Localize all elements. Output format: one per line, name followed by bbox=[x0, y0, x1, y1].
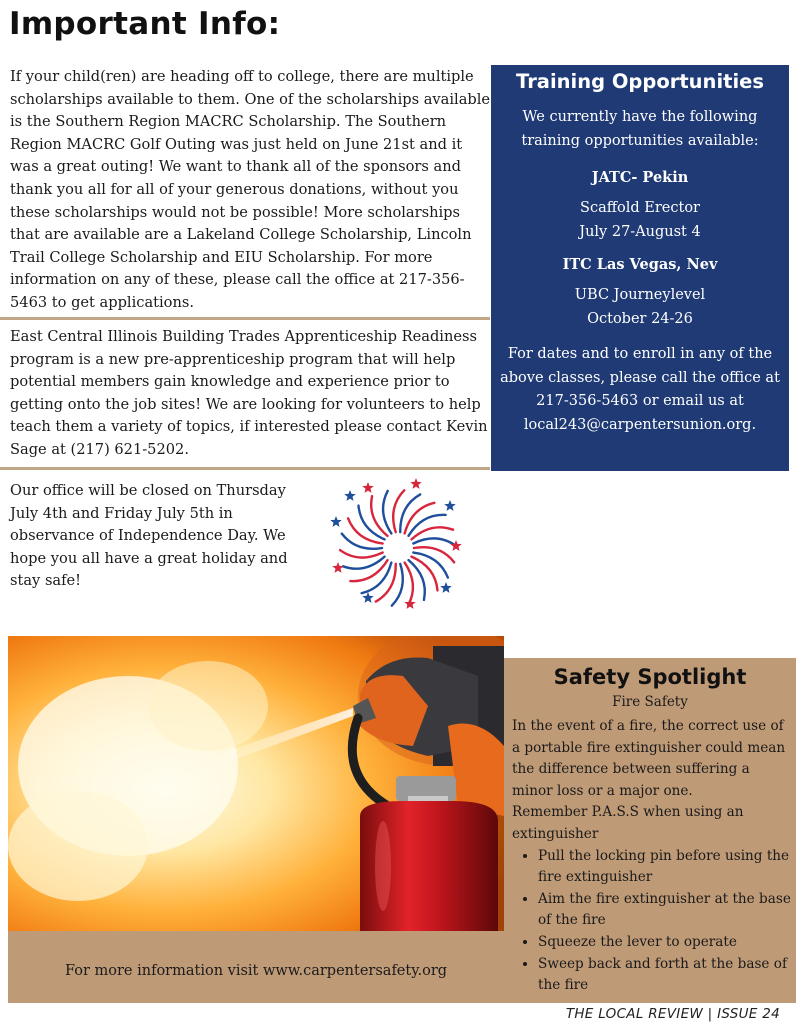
safety-body bbox=[512, 716, 794, 846]
pass-step: • Aim the fire extinguisher at the base of the fire bbox=[538, 889, 794, 932]
course-location-2: ITC Las Vegas, Nev bbox=[562, 256, 718, 273]
pass-step: • Sweep back and forth at the base of the fire bbox=[538, 954, 794, 997]
safety-intro: In the event of a fire, the correct use of a portable fire extinguisher could mean the difference between suffering a minor loss or a major one. bbox=[512, 718, 786, 799]
section-divider bbox=[0, 317, 490, 320]
pass-step: • Pull the locking pin before using the fire extinguisher bbox=[538, 846, 794, 889]
training-heading: Training Opportunities bbox=[516, 70, 764, 93]
fire-extinguisher-photo bbox=[8, 636, 504, 931]
apprenticeship-paragraph: East Central Illinois Building Trades Apprenticeship Readiness program is a new pre-apprenticeship program that will help potential members gain knowledge and experience prior to getting onto the job sites! We are looking for volunteers to help teach them a variety of topics, if interested please contact Kevin Sage at (217) 621-5202. bbox=[10, 328, 488, 458]
section-divider bbox=[0, 467, 490, 470]
course-location-1: JATC- Pekin bbox=[591, 169, 689, 186]
pass-step: • Squeeze the lever to operate bbox=[538, 932, 794, 954]
page-title: Important Info: bbox=[9, 6, 281, 42]
safety-heading: Safety Spotlight bbox=[553, 665, 747, 689]
holiday-paragraph: Our office will be closed on Thursday July 4th and Friday July 5th in observance of Independence Day. We hope you all have a great holiday and stay safe! bbox=[10, 482, 288, 590]
course-details-1 bbox=[491, 196, 789, 244]
course-name-2: UBC Journeylevel bbox=[574, 287, 706, 303]
safety-subheading: Fire Safety bbox=[612, 694, 688, 710]
course-dates-1: July 27-August 4 bbox=[579, 224, 701, 240]
more-info-panel bbox=[8, 931, 504, 1003]
fire-scene-illustration bbox=[8, 636, 504, 931]
course-name-1: Scaffold Erector bbox=[580, 200, 700, 216]
training-contact: For dates and to enroll in any of the above classes, please call the office at 217-356-5463 or email us at local243@carpentersunion.org. bbox=[500, 346, 780, 433]
pass-steps-list bbox=[512, 846, 794, 997]
training-opportunities-box bbox=[491, 65, 789, 471]
course-details-2 bbox=[491, 283, 789, 331]
scholarship-paragraph: If your child(ren) are heading off to college, there are multiple scholarships available to them. One of the scholarships available is the Southern Region MACRC Scholarship. The Southern Region MACRC Golf Outing was just held on June 21st and it was a great outing! We want to thank all of the sponsors and thank you all for all of your generous donations, without you these scholarships would not be possible! More scholarships that are available are a Lakeland College Scholarship, Lincoln Trail College Scholarship and EIU Scholarship. For more information on any of these, please call the office at 217-356-5463 to get applications. bbox=[10, 68, 491, 311]
more-info-text: For more information visit www.carpentersafety.org bbox=[64, 963, 448, 979]
course-dates-2: October 24-26 bbox=[587, 311, 693, 327]
footer-issue: THE LOCAL REVIEW | ISSUE 24 bbox=[565, 1006, 780, 1022]
safety-spotlight-panel bbox=[504, 658, 796, 1003]
firework-icon bbox=[328, 476, 468, 616]
training-intro: We currently have the following training opportunities available: bbox=[521, 109, 759, 149]
pass-reminder: Remember P.A.S.S when using an extinguisher bbox=[512, 804, 744, 842]
